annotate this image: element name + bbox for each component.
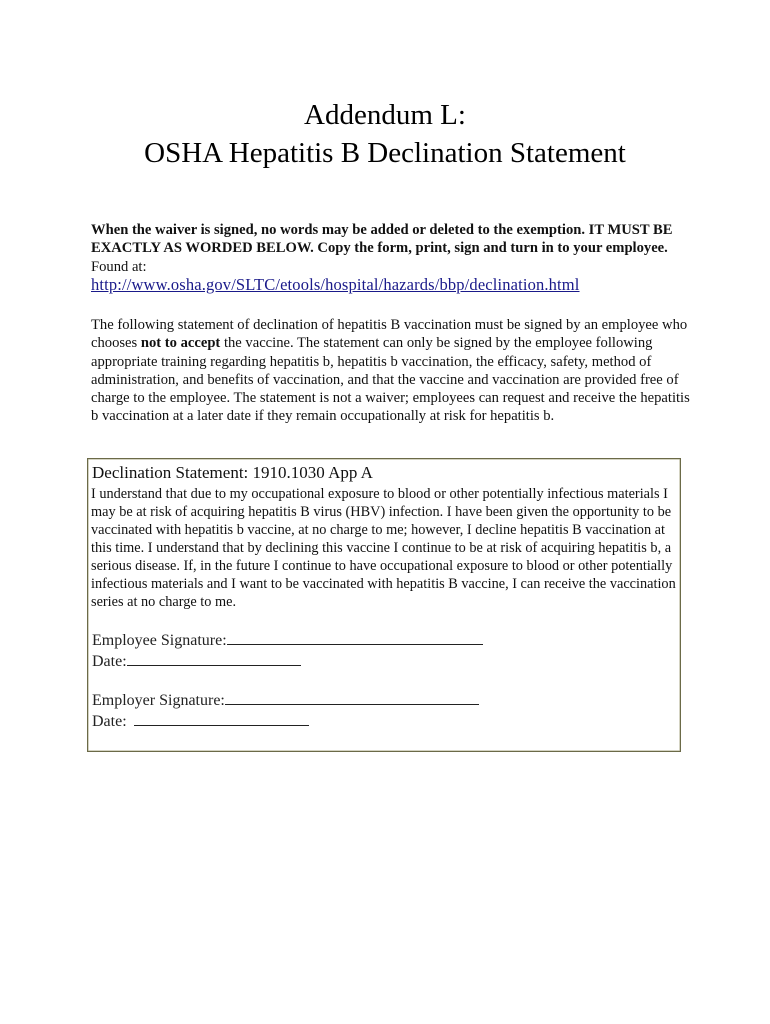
employer-date-label: Date: bbox=[92, 713, 131, 730]
osha-declination-link[interactable]: http://www.osha.gov/SLTC/etools/hospital/hazards/bbp/declination.html bbox=[91, 275, 580, 294]
declination-heading: Declination Statement: 1910.1030 App A bbox=[92, 463, 373, 482]
intro-paragraph bbox=[91, 316, 691, 426]
declination-statement-box bbox=[87, 458, 681, 752]
page-title bbox=[0, 96, 770, 172]
title-line-1: Addendum L: bbox=[304, 99, 466, 131]
employee-date-label: Date: bbox=[92, 653, 127, 670]
intro-bold-phrase: not to accept bbox=[140, 335, 221, 352]
title-line-2: OSHA Hepatitis B Declination Statement bbox=[144, 137, 626, 169]
employee-date-line[interactable] bbox=[127, 651, 301, 666]
employer-signature-line[interactable] bbox=[225, 690, 479, 705]
instructions-bold-text: When the waiver is signed, no words may be added or deleted to the exemption. IT MUST BE EXACTLY AS WORDED BELOW. Copy the form, print, sign and turn in to your employee. bbox=[91, 222, 673, 257]
declination-body: I understand that due to my occupational exposure to blood or other potentially infectious materials I may be at risk of acquiring hepatitis B virus (HBV) infection. I have been given the opportunity to be vaccinated with hepatitis b vaccine, at no charge to me; however, I decline hepatitis B vaccination at this time. I understand that by declining this vaccine I continue to be at risk of acquiring hepatitis b, a serious disease. If, in the future I continue to have occupational exposure to blood or other potentially infectious materials and I want to be vaccinated with hepatitis B vaccine, I can receive the vaccination series at no charge to me. bbox=[91, 486, 676, 610]
intro-text-part-2: the vaccine. The statement can only be signed by the employee following appropriate training regarding hepatitis b, hepatitis b vaccination, the efficacy, safety, method of administration, and benefits of vaccination, and that the vaccine and vaccination are provided free of charge to the employee. The statement is not a waiver; employees can request and receive the hepatitis b vaccination at a later date if they remain occupationally at risk for hepatitis b. bbox=[91, 335, 690, 425]
employer-signature-label: Employer Signature: bbox=[92, 692, 225, 709]
intro-text-part-1: The following statement of declination of hepatitis B vaccination must be signed by an employee who chooses bbox=[91, 317, 688, 352]
instructions-paragraph bbox=[91, 221, 691, 276]
employee-signature-label: Employee Signature: bbox=[92, 632, 227, 649]
employee-date-row bbox=[92, 651, 301, 672]
employer-date-row bbox=[92, 711, 309, 732]
employer-date-line[interactable] bbox=[134, 711, 309, 726]
employee-signature-row bbox=[92, 630, 483, 651]
employer-signature-row bbox=[92, 690, 479, 711]
instructions-regular-text: Found at: bbox=[91, 258, 147, 275]
employee-signature-line[interactable] bbox=[227, 630, 483, 645]
